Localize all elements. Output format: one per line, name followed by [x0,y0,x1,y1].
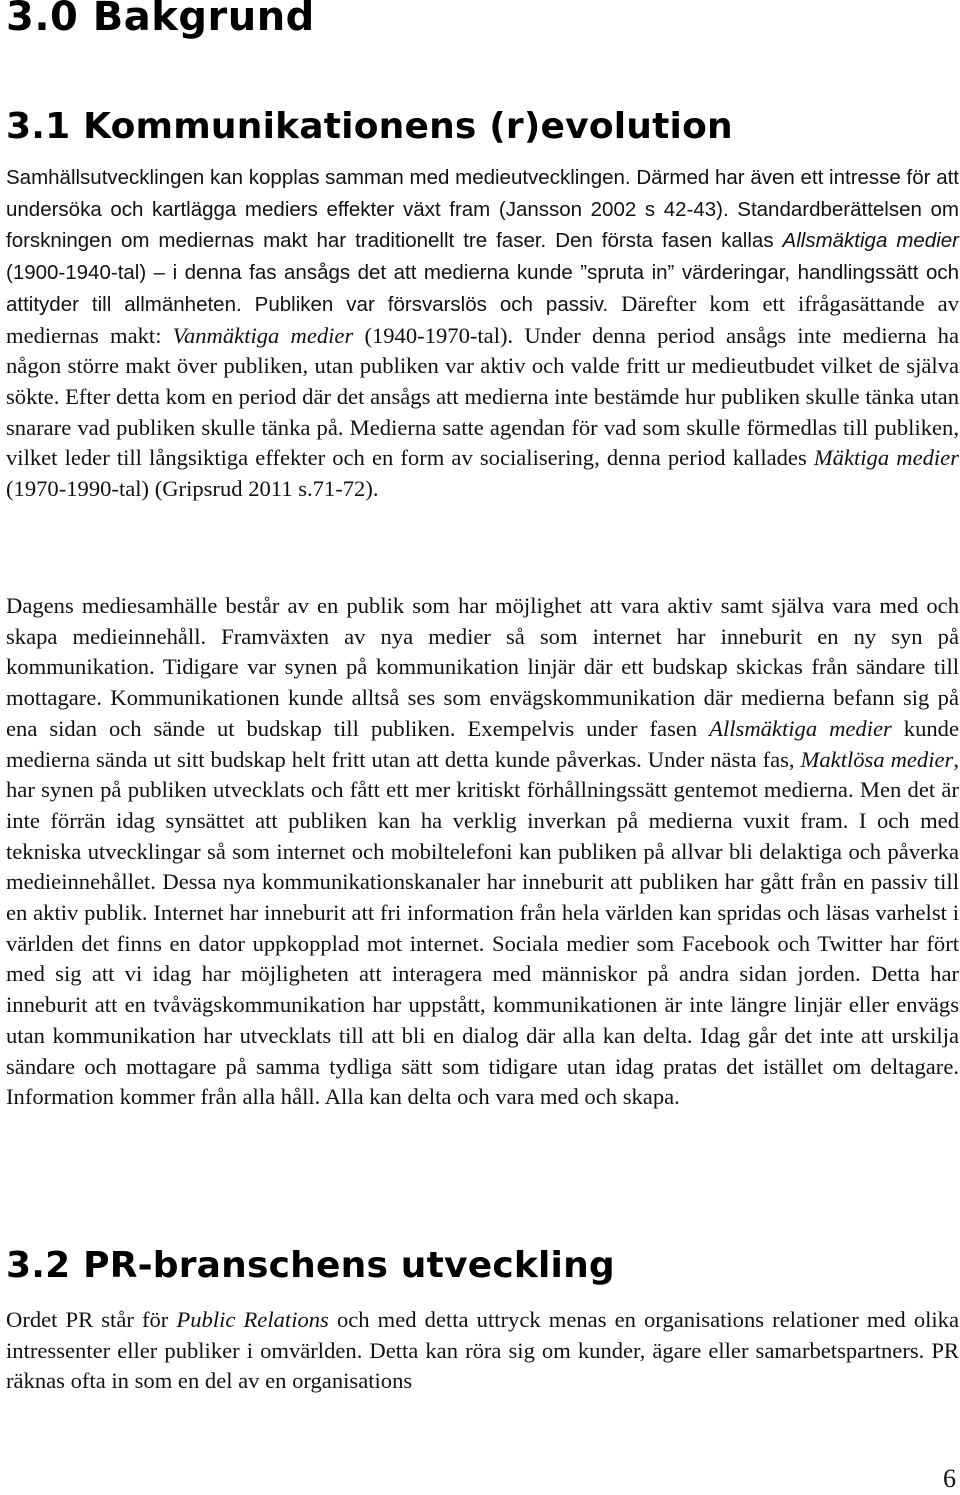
chapter-heading: 3.0 Bakgrund [6,0,315,40]
paragraph-text: och med detta uttryck menas en organisations relationer med olika intressenter eller publiker i omvärlden. Detta kan röra sig om kunder, ägare eller samarbetspartners. PR räknas ofta in som en del av en organisations [6,1307,959,1394]
section-heading-3-2: 3.2 PR-branschens utveckling [6,1245,615,1286]
emphasis-term: Allsmäktiga medier [782,229,959,253]
paragraph-media-society [6,591,959,1113]
paragraph-text: (1940-1970-tal). Under denna period ansågs inte medierna ha någon större makt över publiken, utan publiken var aktiv och valde fritt ur medieutbudet vilket de själva sökte. Efter detta kom en period där det ansågs att medierna inte bestämde hur publiken skulle tänka utan snarare vad publiken skulle tänka på. Medierna satte agendan för vad som skulle förmedlas till publiken, vilket leder till långsiktiga effekter och en form av socialisering, denna period kallades [6,322,959,471]
paragraph-text: (1900-1940-tal) – i denna fas ansågs det att medierna kunde ”spruta in” värderingar, handlingssätt och attityder till allmänheten. Publiken var försvarslös och passiv. [6,261,959,316]
emphasis-term: Mäktiga medier [813,445,960,471]
emphasis-term: Vanmäktiga medier [172,322,354,348]
paragraph-text: , har synen på publiken utvecklats och fått ett mer kritiskt förhållningssätt gentemot medierna. Men det är inte förrän idag synsättet att publiken kan ha verklig inverkan på medierna vuxit fram. I och med tekniska utvecklingar så som internet och mobiltelefoni kan publiken på allvar bli delaktiga och påverka medieinnehållet. Dessa nya kommunikationskanaler har inneburit att publiken har gått från en passiv till en aktiv publik. Internet har inneburit att fri information från hela världen kan spridas och läsas varhelst i världen det finns en dator uppkopplad mot internet. Sociala medier som Facebook och Twitter har fört med sig att vi idag har möjligheten att interagera med människor på andra sidan jorden. Detta har inneburit att en tvåvägskommunikation har uppstått, kommunikationen är inte längre linjär eller envägs utan kommunikation har utvecklats till att bli en dialog där alla kan delta. Idag går det inte att urskilja sändare och mottagare på samma tydliga sätt som tidigare utan idag pratas det istället om deltagare. Information kommer från alla håll. Alla kan delta och vara med och skapa. [6,746,959,1110]
emphasis-term: Allsmäktiga medier [709,715,892,741]
paragraph-text: Därefter kom ett ifrågasättande av mediernas makt: [6,290,959,348]
paragraph-text: Samhällsutvecklingen kan kopplas samman med medieutvecklingen. Därmed har även ett intresse för att undersöka och kartlägga mediers effekter växt fram (Jansson 2002 s 42-43). Standardberättelsen om forskningen om mediernas makt har traditionellt tre faser. Den första fasen kallas [6,166,959,253]
page-number: 6 [943,1464,956,1493]
paragraph-text: (1970-1990-tal) (Gripsrud 2011 s.71-72). [6,476,379,502]
section-heading-3-1: 3.1 Kommunikationens (r)evolution [6,106,733,147]
paragraph-pr-definition [6,1305,959,1397]
paragraph-media-phases [6,162,959,505]
paragraph-text: Ordet PR står för [6,1307,177,1332]
emphasis-term: Public Relations [176,1307,329,1332]
emphasis-term: Maktlösa medier [800,746,954,772]
paragraph-text: Dagens mediesamhälle består av en publik som har möjlighet att vara aktiv samt själva vara med och skapa medieinnehåll. Framväxten av nya medier så som internet har inneburit en ny syn på kommunikation. Tidigare var synen på kommunikation linjär där ett budskap skickas från sändare till mottagare. Kommunikationen kunde alltså ses som envägskommunikation där medierna befann sig på ena sidan och sände ut budskap till publiken. Exempelvis under fasen [6,593,959,741]
paragraph-text: kunde medierna sända ut sitt budskap helt fritt utan att detta kunde påverkas. Under nästa fas, [6,715,959,772]
